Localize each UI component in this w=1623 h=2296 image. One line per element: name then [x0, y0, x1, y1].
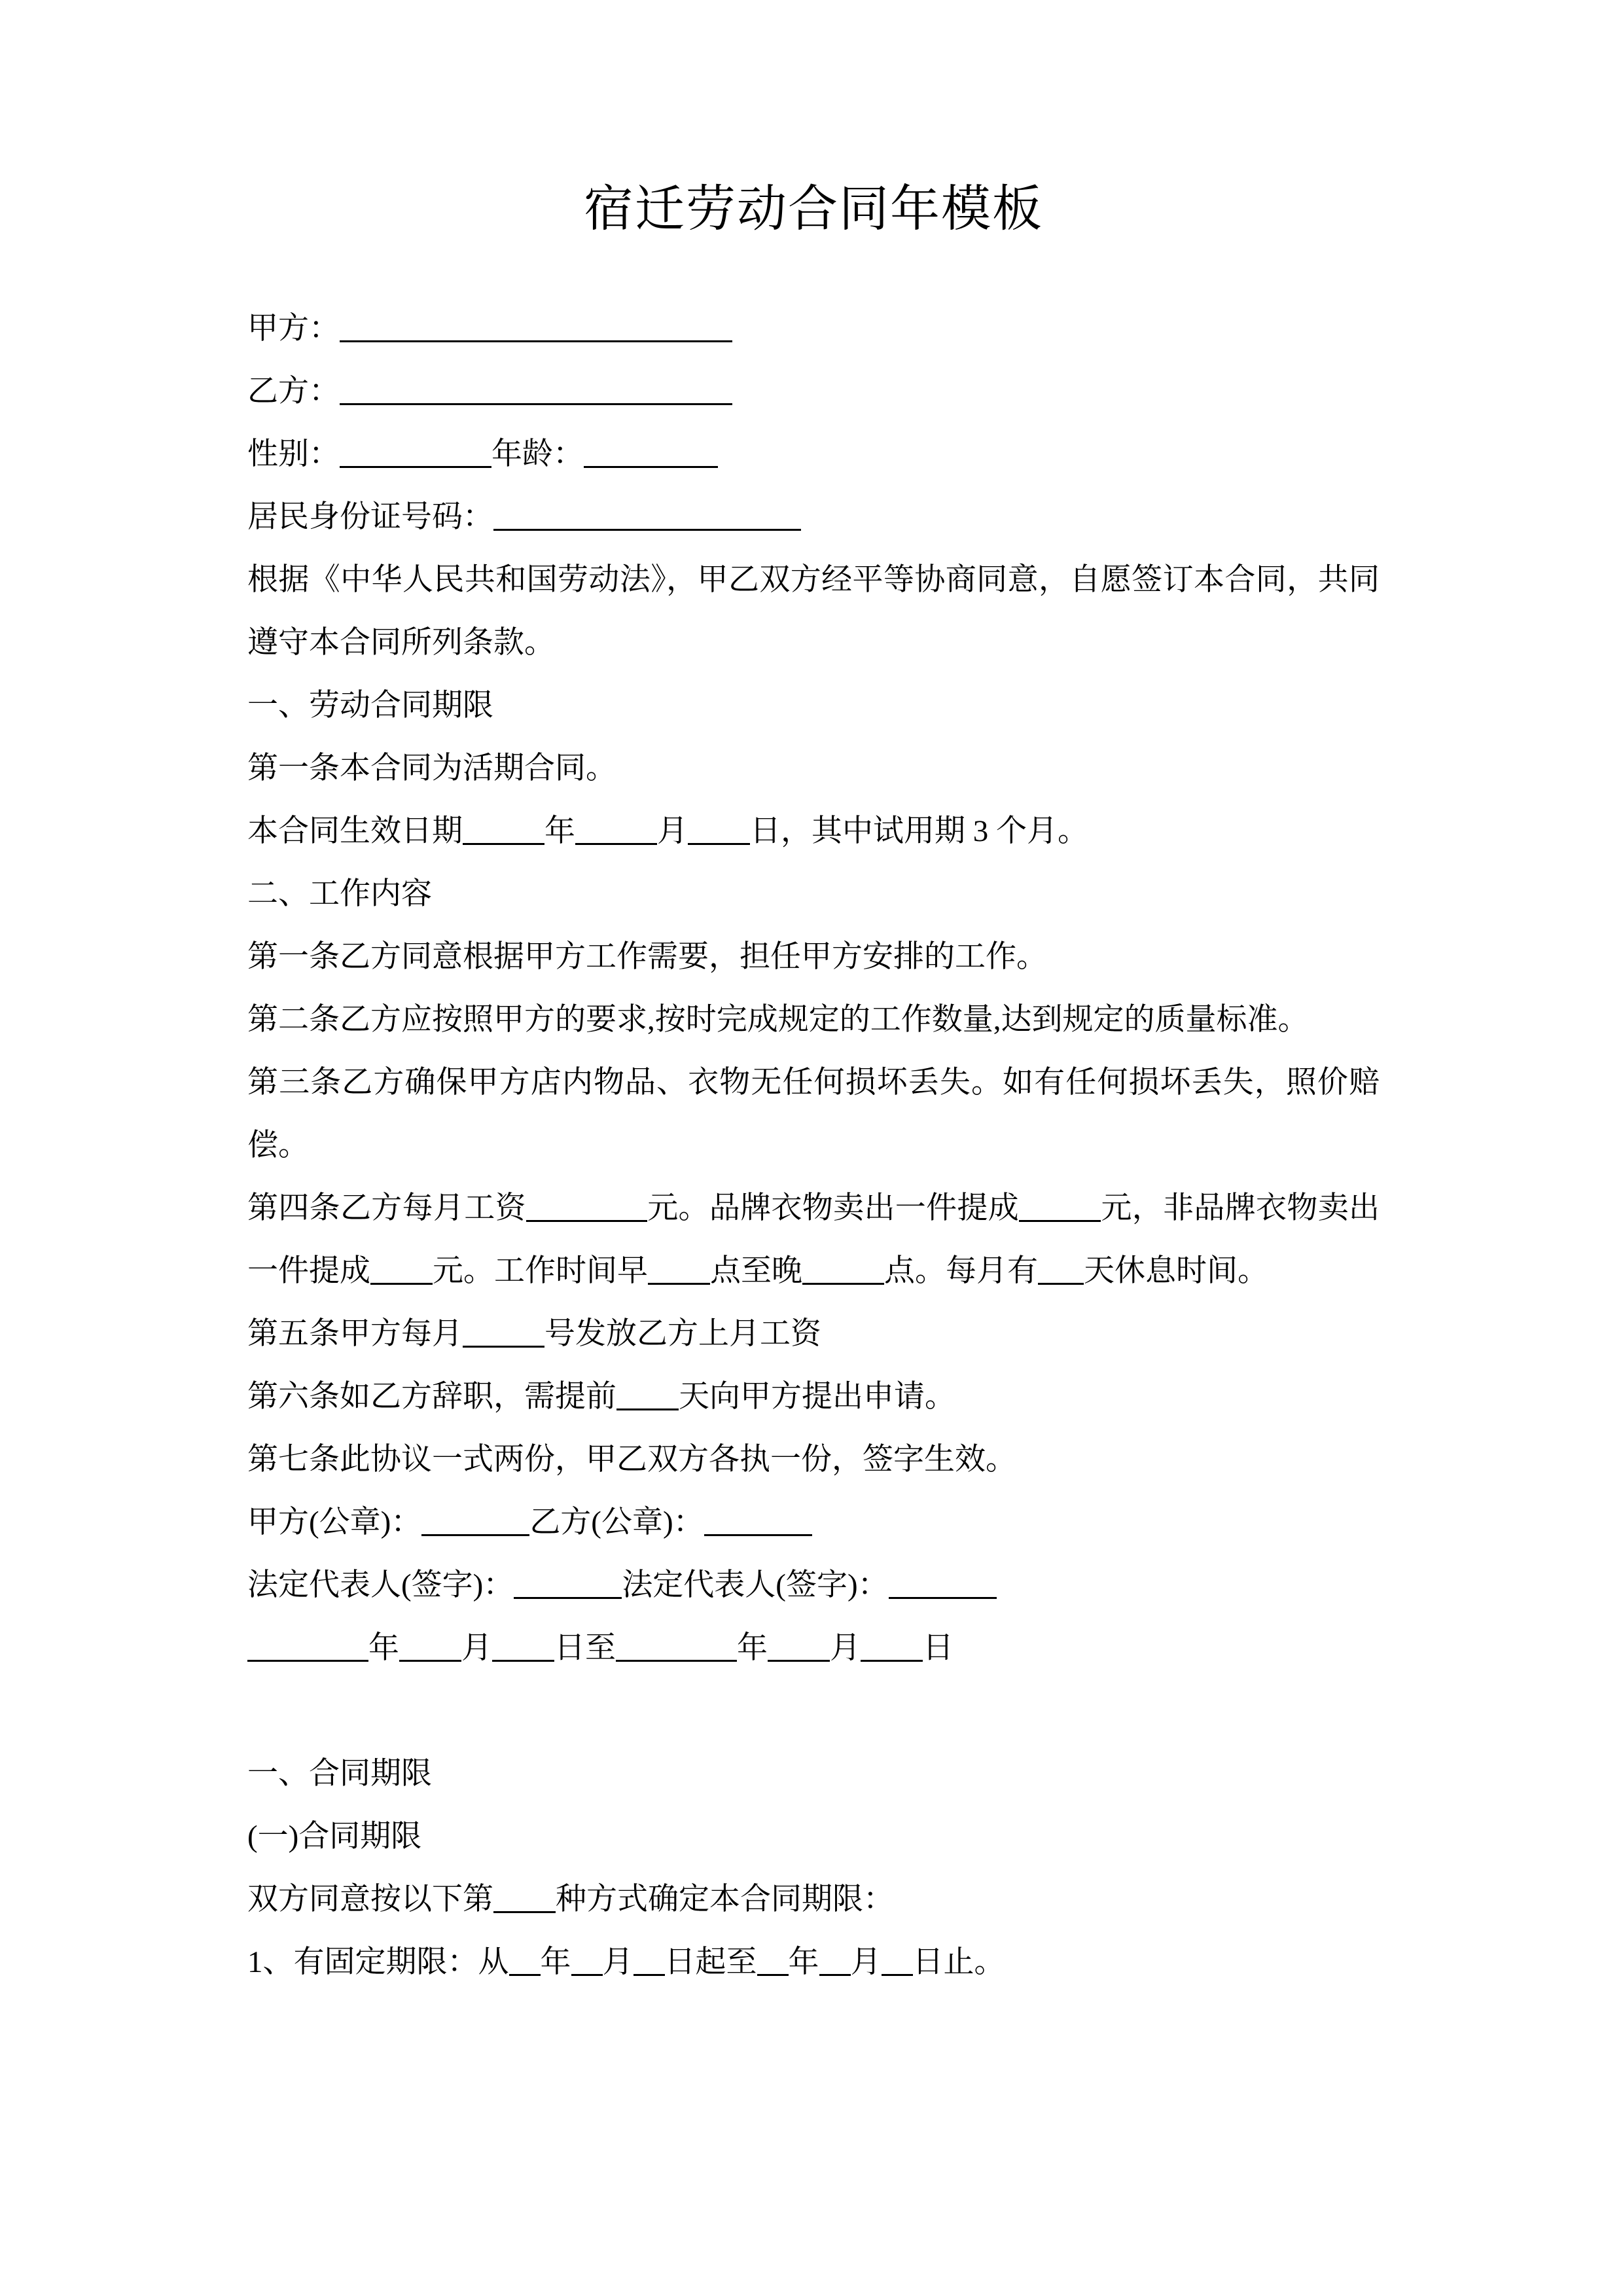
date-year-2-label: 年: [737, 1631, 768, 1665]
clause-5-payday-blank[interactable]: [463, 1321, 544, 1348]
date-month-label: 月: [461, 1631, 492, 1665]
party-b-label: 乙方：: [247, 374, 340, 408]
seal-line: [247, 1491, 1380, 1554]
date-month-2-label: 月: [830, 1631, 861, 1665]
clause-4-start-time-blank[interactable]: [648, 1258, 710, 1285]
appendix-option-1-year-label: 年: [540, 1945, 571, 1979]
party-a-blank[interactable]: [340, 315, 732, 342]
party-b-blank[interactable]: [340, 378, 732, 405]
legal-rep-b-label: 法定代表人(签字)：: [622, 1568, 889, 1602]
effective-date-line: [247, 800, 1380, 863]
clause-6-text-1: 第六条如乙方辞职，需提前: [247, 1380, 616, 1414]
date-year-2-blank[interactable]: [616, 1635, 737, 1662]
date-day-2-label: 日: [923, 1631, 954, 1665]
party-b-seal-label: 乙方(公章)：: [529, 1505, 704, 1539]
appendix-option-1-month-blank[interactable]: [571, 1949, 603, 1976]
appendix-choose-blank[interactable]: [493, 1886, 556, 1913]
appendix-option-1-year2-label: 年: [788, 1945, 819, 1979]
clause-4-text-1: 第四条乙方每月工资: [247, 1191, 526, 1225]
appendix-option-1-line: [247, 1931, 1380, 1994]
section-two-clause-5: [247, 1302, 1380, 1365]
gender-blank[interactable]: [340, 441, 491, 468]
legal-rep-a-blank[interactable]: [514, 1572, 622, 1599]
appendix-option-1-day-to-label: 日止。: [912, 1945, 1005, 1979]
appendix-option-1-month2-label: 月: [850, 1945, 882, 1979]
appendix-choose-line: [247, 1868, 1380, 1931]
appendix-option-1-month2-blank[interactable]: [819, 1949, 851, 1976]
document-content: [247, 0, 1380, 1994]
date-day-to-label: 日至: [554, 1631, 616, 1665]
document-body: [247, 297, 1380, 1994]
clause-6-text-2: 天向甲方提出申请。: [679, 1380, 955, 1414]
blank-spacer-line: [247, 1679, 1380, 1742]
clause-5-text-1: 第五条甲方每月: [247, 1317, 463, 1351]
section-two-clause-7: 第七条此协议一式两份，甲乙双方各执一份，签字生效。: [247, 1443, 1016, 1477]
page-title: 宿迁劳动合同年模板: [584, 182, 1043, 237]
effective-date-day-label: 日，其中试用期 3 个月。: [750, 814, 1088, 848]
section-two-clause-4: [247, 1177, 1380, 1302]
date-month-blank[interactable]: [399, 1635, 461, 1662]
appendix-choose-text-1: 双方同意按以下第: [247, 1882, 493, 1916]
appendix-choose-text-2: 种方式确定本合同期限：: [556, 1882, 894, 1916]
clause-5-text-2: 号发放乙方上月工资: [544, 1317, 821, 1351]
clause-4-text-7: 天休息时间。: [1084, 1254, 1268, 1288]
effective-date-year-label: 年: [544, 814, 575, 848]
appendix-option-1-month-label: 月: [602, 1945, 633, 1979]
party-a-label: 甲方：: [247, 312, 340, 346]
clause-4-nonbrand-commission-blank[interactable]: [370, 1258, 433, 1285]
section-one-heading: 一、劳动合同期限: [247, 689, 493, 723]
age-label: 年龄：: [491, 437, 584, 471]
legal-rep-a-label: 法定代表人(签字)：: [247, 1568, 514, 1602]
effective-date-month-label: 月: [657, 814, 688, 848]
date-month-2-blank[interactable]: [768, 1635, 830, 1662]
clause-4-text-5: 点至晚: [710, 1254, 802, 1288]
party-b-seal-blank[interactable]: [704, 1509, 812, 1536]
effective-date-prefix: 本合同生效日期: [247, 814, 463, 848]
clause-6-notice-days-blank[interactable]: [616, 1384, 679, 1410]
age-blank[interactable]: [584, 441, 718, 468]
party-a-seal-blank[interactable]: [421, 1509, 529, 1536]
appendix-option-1-year2-blank[interactable]: [757, 1949, 789, 1976]
id-number-blank[interactable]: [493, 504, 801, 531]
clause-4-salary-blank[interactable]: [526, 1195, 647, 1222]
clause-4-text-4: 元。工作时间早: [433, 1254, 648, 1288]
party-a-seal-label: 甲方(公章)：: [247, 1505, 422, 1539]
appendix-option-1-day-blank[interactable]: [633, 1949, 665, 1976]
clause-4-brand-commission-blank[interactable]: [1019, 1195, 1101, 1222]
date-day-blank[interactable]: [492, 1635, 554, 1662]
clause-4-end-time-blank[interactable]: [802, 1258, 884, 1285]
effective-date-month-blank[interactable]: [575, 818, 657, 845]
preamble-paragraph: 根据《中华人民共和国劳动法》，甲乙双方经平等协商同意，自愿签订本合同，共同遵守本合同所列条款。: [247, 563, 1380, 660]
effective-date-year-blank[interactable]: [463, 818, 544, 845]
appendix-option-1-day-from-label: 日起至: [664, 1945, 757, 1979]
clause-4-text-3: 元，非品牌衣物卖出一件提成: [247, 1191, 1380, 1288]
section-two-clause-1: 第一条乙方同意根据甲方工作需要，担任甲方安排的工作。: [247, 940, 1047, 974]
id-number-line: [247, 486, 1380, 548]
section-one-clause-1: 第一条本合同为活期合同。: [247, 751, 616, 785]
section-two-heading: 二、工作内容: [247, 877, 432, 911]
date-day-2-blank[interactable]: [861, 1635, 923, 1662]
gender-age-line: [247, 423, 1380, 486]
party-a-line: [247, 297, 1380, 360]
appendix-sub-heading: (一)合同期限: [247, 1820, 422, 1854]
appendix-option-1-text-1: 1、有固定期限：从: [247, 1945, 509, 1979]
date-year-blank[interactable]: [247, 1635, 368, 1662]
section-two-clause-6: [247, 1365, 1380, 1428]
date-year-label: 年: [368, 1631, 399, 1665]
appendix-heading: 一、合同期限: [247, 1757, 432, 1791]
legal-representative-line: [247, 1554, 1380, 1617]
party-b-line: [247, 360, 1380, 423]
legal-rep-b-blank[interactable]: [889, 1572, 997, 1599]
section-two-clause-2: 第二条乙方应按照甲方的要求,按时完成规定的工作数量,达到规定的质量标准。: [247, 1003, 1309, 1037]
clause-4-rest-days-blank[interactable]: [1038, 1258, 1084, 1285]
section-two-clause-3: 第三条乙方确保甲方店内物品、衣物无任何损坏丢失。如有任何损坏丢失，照价赔偿。: [247, 1066, 1380, 1162]
gender-label: 性别：: [247, 437, 340, 471]
effective-date-day-blank[interactable]: [688, 818, 750, 845]
appendix-option-1-day2-blank[interactable]: [882, 1949, 913, 1976]
clause-4-text-6: 点。每月有: [884, 1254, 1038, 1288]
contract-date-range-line: [247, 1617, 1380, 1679]
clause-4-text-2: 元。品牌衣物卖出一件提成: [647, 1191, 1020, 1225]
id-number-label: 居民身份证号码：: [247, 500, 493, 534]
appendix-option-1-year-blank[interactable]: [509, 1949, 541, 1976]
